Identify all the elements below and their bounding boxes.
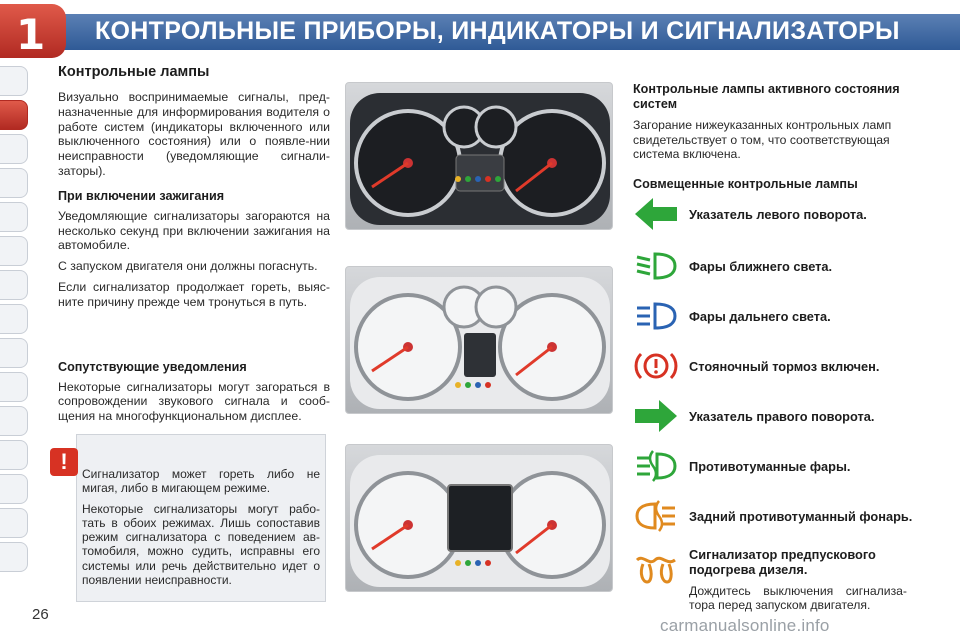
side-tab-5[interactable] xyxy=(0,202,28,232)
indicator-label: Задний противотуманный фонарь. xyxy=(689,509,913,524)
warning-text-2: Некоторые сигнализаторы могут рабо-тать в обоих режимах. Лишь сопоставив режим сигнализатора с поведением ав-томобиля, можно судить, исправны его системы или речь действительно идет о появлении неисправности. xyxy=(82,501,320,588)
active-lamps-heading: Контрольные лампы активного состояния систем xyxy=(633,82,900,111)
side-tab-15[interactable] xyxy=(0,542,28,572)
indicator-row-rear-fog xyxy=(633,498,933,538)
side-tab-1[interactable] xyxy=(0,66,28,96)
side-tab-3[interactable] xyxy=(0,134,28,164)
side-tab-9[interactable] xyxy=(0,338,28,368)
page-number: 26 xyxy=(32,606,49,623)
ignition-text-1: Уведомляющие сигнализаторы загораются на несколько секунд при включении зажигания на автомобиле. xyxy=(58,208,330,253)
left-column xyxy=(58,64,330,430)
intro-text: Визуально воспринимаемые сигналы, пред-назначенные для информирования водителя о работе систем (индикаторы включенного или выключенного состояния) или о появле-нии неисправности (уведомляющие сигнали-заторы). xyxy=(58,90,330,178)
preheat-icon xyxy=(633,552,679,588)
side-tab-10[interactable] xyxy=(0,372,28,402)
page-title: КОНТРОЛЬНЫЕ ПРИБОРЫ, ИНДИКАТОРЫ И СИГНАЛИЗАТОРЫ xyxy=(95,17,900,45)
indicator-label: Стояночный тормоз включен. xyxy=(689,359,880,374)
side-tab-4[interactable] xyxy=(0,168,28,198)
indicator-label: Фары дальнего света. xyxy=(689,309,831,324)
indicator-row-left-turn xyxy=(633,196,933,236)
accompany-heading: Сопутствующие уведомления xyxy=(58,359,247,374)
left-turn-arrow-icon xyxy=(633,196,679,232)
indicator-label: Указатель правого поворота. xyxy=(689,409,875,424)
warning-text-1: Сигнализатор может гореть либо не мигая, либо в мигающем режиме. xyxy=(82,467,320,496)
ignition-text-3: Если сигнализатор продолжает гореть, выяс-ните причину прежде чем тронуться в путь. xyxy=(58,279,330,309)
side-tab-14[interactable] xyxy=(0,508,28,538)
page-header xyxy=(0,0,960,60)
combined-lamps-heading: Совмещенные контрольные лампы xyxy=(633,177,858,192)
chapter-tab[interactable] xyxy=(0,4,66,58)
indicator-label: Сигнализатор предпускового подогрева дизеля. xyxy=(689,547,876,577)
instrument-panel-illustration-2 xyxy=(345,266,613,414)
accompany-text: Некоторые сигнализаторы могут загораться в сопровождении звукового сигнала и сооб-щения на многофункциональном дисплее. xyxy=(58,379,330,424)
indicator-description: Дождитесь выключения сигнализа-тора перед запуском двигателя. xyxy=(689,584,907,613)
high-beam-icon xyxy=(633,298,679,334)
side-tab-7[interactable] xyxy=(0,270,28,300)
side-tab-13[interactable] xyxy=(0,474,28,504)
side-tab-12[interactable] xyxy=(0,440,28,470)
indicator-label: Указатель левого поворота. xyxy=(689,207,867,222)
instrument-panel-illustration-1 xyxy=(345,82,613,230)
side-tab-6[interactable] xyxy=(0,236,28,266)
parking-brake-icon xyxy=(633,348,679,384)
indicator-row-right-turn xyxy=(633,398,933,438)
indicator-label: Фары ближнего света. xyxy=(689,259,833,274)
side-tab-2[interactable] xyxy=(0,100,28,130)
watermark: carmanualsonline.info xyxy=(660,616,830,635)
ignition-text-2: С запуском двигателя они должны погаснуть. xyxy=(58,259,318,274)
indicator-row-high-beam xyxy=(633,298,933,338)
side-tab-11[interactable] xyxy=(0,406,28,436)
indicator-row-parking-brake xyxy=(633,348,933,388)
indicator-row-low-beam xyxy=(633,248,933,288)
indicator-row-preheat xyxy=(633,544,933,614)
warning-note-text xyxy=(82,467,320,593)
front-fog-icon xyxy=(633,448,679,484)
right-column xyxy=(633,82,908,192)
indicator-label: Противотуманные фары. xyxy=(689,459,851,474)
low-beam-icon xyxy=(633,248,679,284)
chapter-number: 1 xyxy=(16,10,46,59)
side-tab-8[interactable] xyxy=(0,304,28,334)
section-heading: Контрольные лампы xyxy=(58,64,210,80)
ignition-heading: При включении зажигания xyxy=(58,188,225,203)
exclamation-icon: ! xyxy=(50,448,78,476)
active-lamps-text: Загорание нижеуказанных контрольных ламп свидетельствует о том, что соответствующая система включена. xyxy=(633,118,892,161)
rear-fog-icon xyxy=(633,498,679,534)
right-turn-arrow-icon xyxy=(633,398,679,434)
side-chapter-tabs xyxy=(0,66,30,576)
indicator-row-front-fog xyxy=(633,448,933,488)
instrument-panel-illustration-3 xyxy=(345,444,613,592)
